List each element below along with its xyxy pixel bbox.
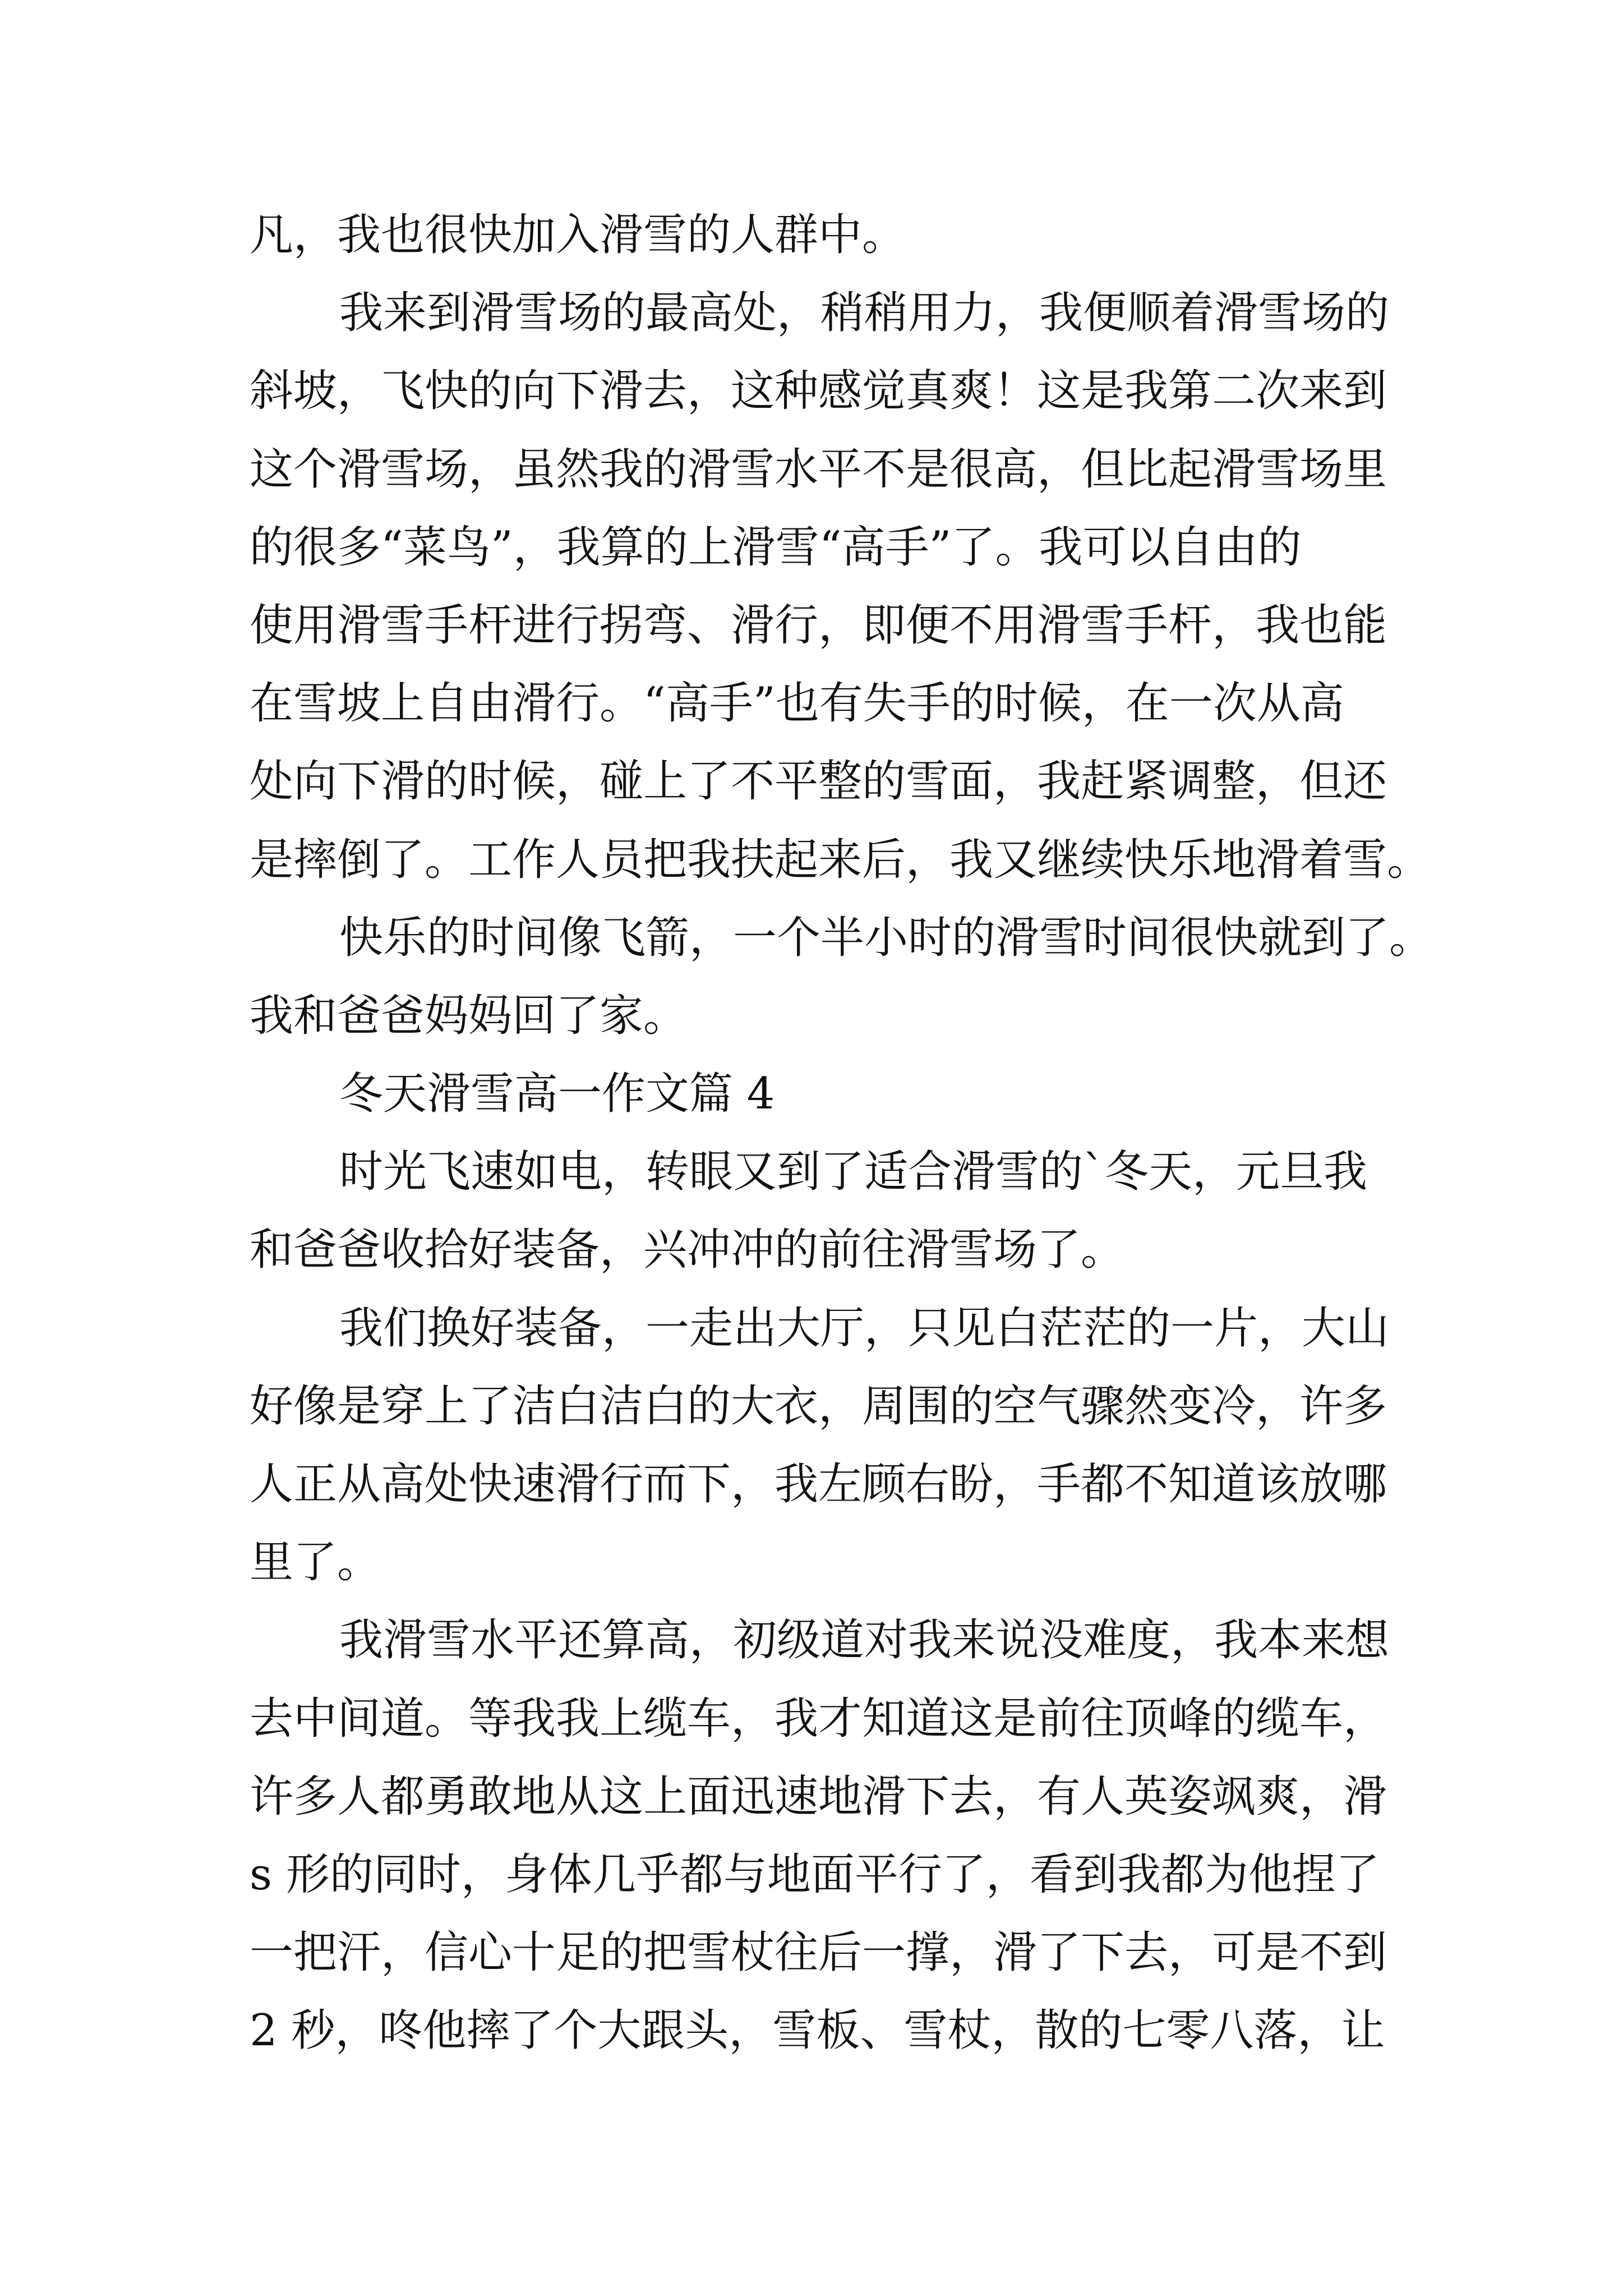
- text-line: 这个滑雪场，虽然我的滑雪水平不是很高，但比起滑雪场里: [250, 444, 1387, 495]
- text-line: 我滑雪水平还算高，初级道对我来说没难度，我本来想: [339, 1615, 1390, 1666]
- text-line: 里了。: [250, 1537, 381, 1588]
- text-line: 我和爸爸妈妈回了家。: [250, 990, 688, 1041]
- text-line: 许多人都勇敢地从这上面迅速地滑下去，有人英姿飒爽，滑: [250, 1771, 1387, 1822]
- text-line: 在雪坡上自由滑行。“高手”也有失手的时候，在一次从高: [250, 678, 1344, 729]
- text-line: 去中间道。等我我上缆车，我才知道这是前往顶峰的缆车，: [250, 1693, 1387, 1744]
- text-line: 我们换好装备，一走出大厅，只见白茫茫的一片，大山: [339, 1303, 1390, 1354]
- text-line: 好像是穿上了洁白洁白的大衣，周围的空气骤然变冷，许多: [250, 1381, 1387, 1432]
- text-line: 人正从高处快速滑行而下，我左顾右盼，手都不知道该放哪: [250, 1459, 1387, 1510]
- text-line: 使用滑雪手杆进行拐弯、滑行，即便不用滑雪手杆，我也能: [250, 600, 1387, 651]
- text-line: s 形的同时，身体几乎都与地面平行了，看到我都为他捏了: [250, 1849, 1380, 1900]
- text-line: 和爸爸收拾好装备，兴冲冲的前往滑雪场了。: [250, 1225, 1125, 1276]
- essay-text: [250, 196, 1433, 2070]
- text-line: 时光飞速如电，转眼又到了适合滑雪的`冬天，元旦我: [339, 1147, 1368, 1198]
- text-line: 2 秒，咚他摔了个大跟头，雪板、雪杖，散的七零八落，让: [250, 2005, 1385, 2056]
- text-line: 处向下滑的时候，碰上了不平整的雪面，我赶紧调整，但还: [250, 756, 1387, 807]
- text-line: 是摔倒了。工作人员把我扶起来后，我又继续快乐地滑着雪。: [250, 834, 1431, 885]
- text-line: 斜坡，飞快的向下滑去，这种感觉真爽！这是我第二次来到: [250, 366, 1387, 417]
- text-line: 的很多“菜鸟”，我算的上滑雪“高手”了。我可以自由的: [250, 522, 1302, 573]
- text-line: 凡，我也很快加入滑雪的人群中。: [250, 210, 906, 260]
- text-line: 一把汗，信心十足的把雪杖往后一撑，滑了下去，可是不到: [250, 1927, 1387, 1978]
- text-line: 我来到滑雪场的最高处，稍稍用力，我便顺着滑雪场的: [339, 288, 1390, 339]
- section-heading: 冬天滑雪高一作文篇 4: [339, 1069, 775, 1120]
- text-line: 快乐的时间像飞箭，一个半小时的滑雪时间很快就到了。: [339, 912, 1433, 963]
